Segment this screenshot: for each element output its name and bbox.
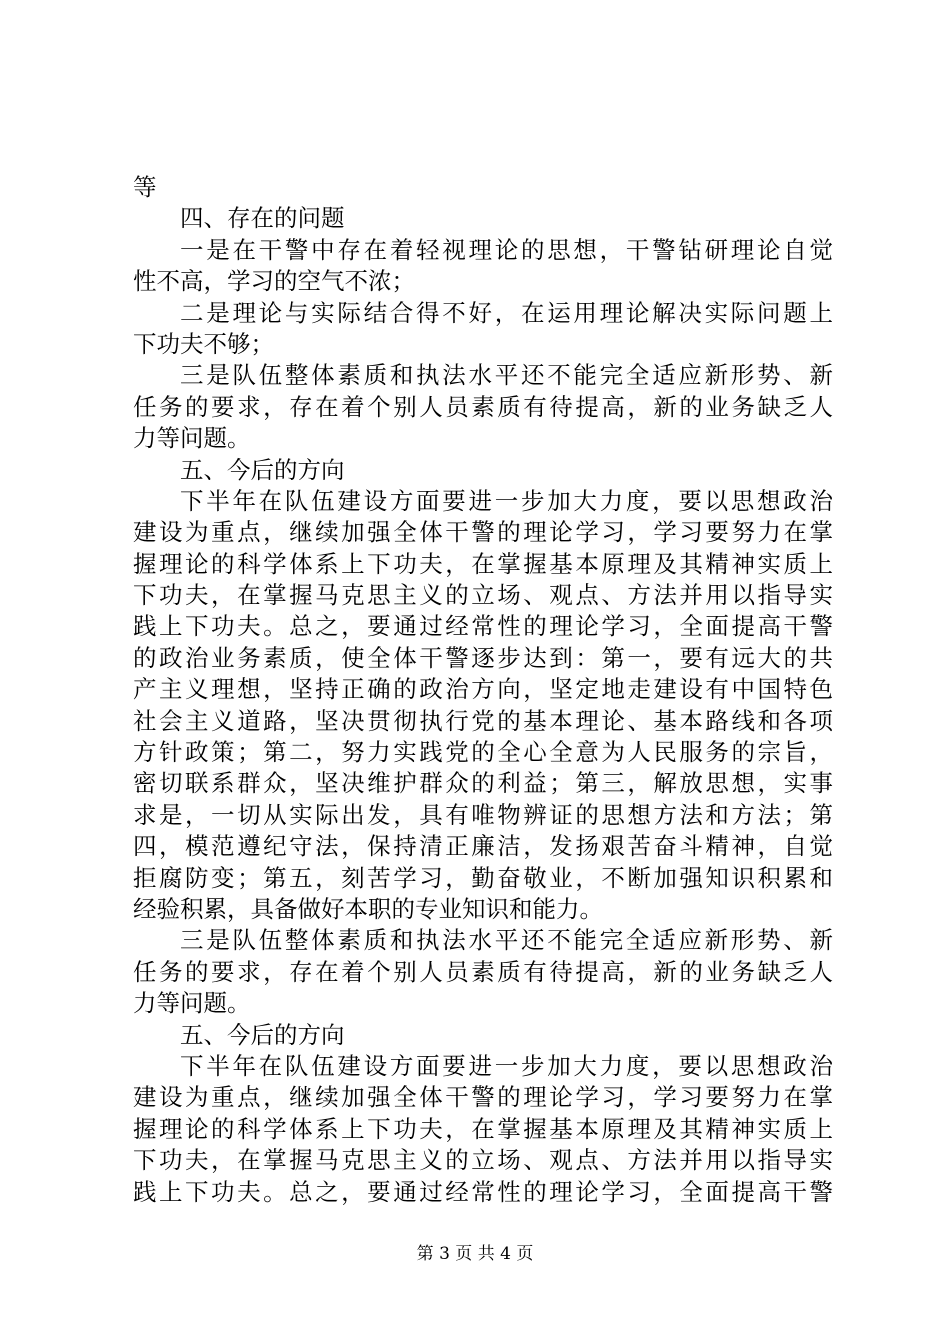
text-line: 二是理论与实际结合得不好，在运用理论解决实际问题上 xyxy=(180,298,833,327)
text-line: 性不高，学习的空气不浓； xyxy=(133,267,415,296)
text-line: 建设为重点，继续加强全体干警的理论学习，学习要努力在掌 xyxy=(133,518,833,547)
text-line: 任务的要求，存在着个别人员素质有待提高，新的业务缺乏人 xyxy=(133,957,833,986)
page-footer: 第 3 页 共 4 页 xyxy=(416,1244,534,1264)
text-line: 三是队伍整体素质和执法水平还不能完全适应新形势、新 xyxy=(180,926,833,955)
text-line: 五、今后的方向 xyxy=(180,1020,345,1049)
text-line: 四、存在的问题 xyxy=(180,204,345,233)
text-line: 下半年在队伍建设方面要进一步加大力度，要以思想政治 xyxy=(180,1051,833,1080)
text-line: 求是，一切从实际出发，具有唯物辨证的思想方法和方法；第 xyxy=(133,800,833,829)
text-line: 下功夫，在掌握马克思主义的立场、观点、方法并用以指导实 xyxy=(133,581,833,610)
text-line: 力等问题。 xyxy=(133,989,251,1018)
text-line: 下功夫，在掌握马克思主义的立场、观点、方法并用以指导实 xyxy=(133,1146,833,1175)
text-line: 建设为重点，继续加强全体干警的理论学习，学习要努力在掌 xyxy=(133,1083,833,1112)
text-line: 践上下功夫。总之，要通过经常性的理论学习，全面提高干警 xyxy=(133,1177,833,1206)
text-line: 握理论的科学体系上下功夫，在掌握基本原理及其精神实质上 xyxy=(133,549,833,578)
text-line: 力等问题。 xyxy=(133,424,251,453)
text-line: 践上下功夫。总之，要通过经常性的理论学习，全面提高干警 xyxy=(133,612,833,641)
text-line: 的政治业务素质，使全体干警逐步达到：第一，要有远大的共 xyxy=(133,643,833,672)
text-line: 社会主义道路，坚决贯彻执行党的基本理论、基本路线和各项 xyxy=(133,706,833,735)
text-line: 握理论的科学体系上下功夫，在掌握基本原理及其精神实质上 xyxy=(133,1114,833,1143)
text-line: 密切联系群众，坚决维护群众的利益；第三，解放思想，实事 xyxy=(133,769,833,798)
text-line: 任务的要求，存在着个别人员素质有待提高，新的业务缺乏人 xyxy=(133,392,833,421)
text-line: 等 xyxy=(133,173,157,201)
text-line: 四，模范遵纪守法，保持清正廉洁，发扬艰苦奋斗精神，自觉 xyxy=(133,832,833,861)
text-line: 拒腐防变；第五，刻苦学习，勤奋敬业，不断加强知识积累和 xyxy=(133,863,833,892)
text-line: 经验积累，具备做好本职的专业知识和能力。 xyxy=(133,894,603,923)
text-line: 一是在干警中存在着轻视理论的思想，干警钻研理论自觉 xyxy=(180,235,833,264)
text-line: 下半年在队伍建设方面要进一步加大力度，要以思想政治 xyxy=(180,486,833,515)
document-body xyxy=(133,172,833,1208)
text-line: 方针政策；第二，努力实践党的全心全意为人民服务的宗旨， xyxy=(133,738,833,767)
text-line: 下功夫不够； xyxy=(133,329,274,358)
text-line: 产主义理想，坚持正确的政治方向，坚定地走建设有中国特色 xyxy=(133,675,833,704)
text-line: 五、今后的方向 xyxy=(180,455,345,484)
text-line: 三是队伍整体素质和执法水平还不能完全适应新形势、新 xyxy=(180,361,833,390)
